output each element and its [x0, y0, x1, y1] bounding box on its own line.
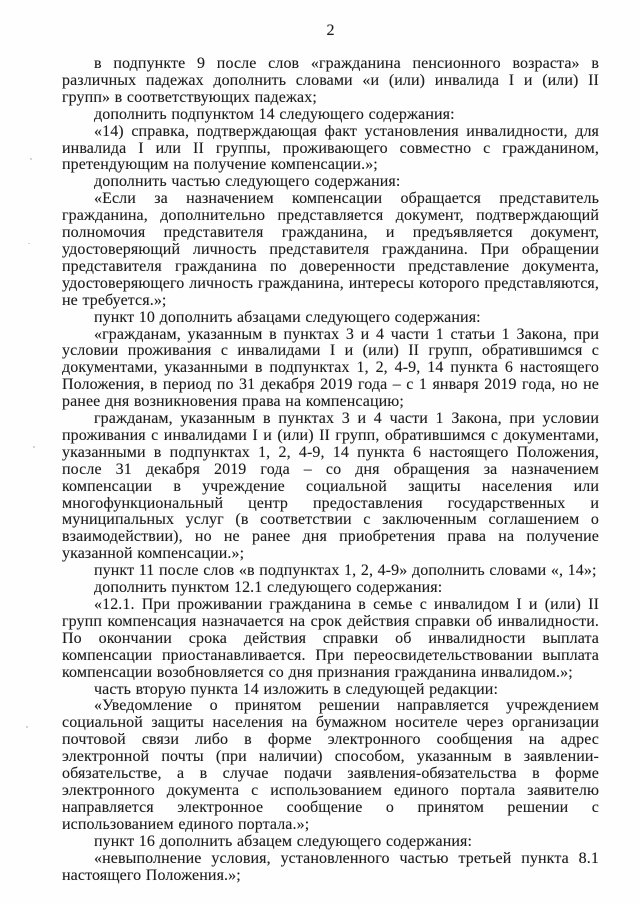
paragraph-08: гражданам, указанным в пунктах 3 и 4 части 1 Закона, при условии проживания с инвалидами I и (или) II групп, обратившимся с документами, указанными в подпунктах 1, 2, 4-9, 14 пункта 6 настоящего Положения, после 31 декабря 2019 года – со дня обращения за назначением компенсации в учреждение социальной защиты населения или многофункциональный центр предоставления государственных и муниципальных услуг (в соответствии с заключенным соглашением о взаимодействии), но не ранее дня приобретения права на получение указанной компенсации.»; [62, 410, 599, 563]
paragraph-06: пункт 10 дополнить абзацами следующего содержания: [94, 308, 481, 326]
paragraph-05: «Если за назначением компенсации обращается представитель гражданина, дополнительно представляется документ, подтверждающий полномочия представителя гражданина, и предъявляется документ, удостоверяющий личность представителя гражданина. При обращении представителя гражданина по доверенности представление документа, удостоверяющего личность гражданина, интересы которого представляются, не требуется.»; [62, 190, 599, 309]
paragraph-04: дополнить частью следующего содержания: [94, 173, 401, 191]
document-text-block [62, 56, 599, 884]
paragraph-13: «Уведомление о принятом решении направляется учреждением социальной защиты населения на бумажном носителе через организации почтовой связи либо в форме электронного сообщения на адрес электронной почты (при наличии) способом, указанным в заявлении-обязательстве, а в случае подачи заявления-обязательства в форме электронного документа с использованием единого портала заявителю направляется электронное сообщение о принятом решении с использованием единого портала.»; [62, 697, 599, 833]
paragraph-07: «гражданам, указанным в пунктах 3 и 4 части 1 статьи 1 Закона, при условии проживания с инвалидами I и (или) II групп, обратившимся с документами, указанными в подпунктах 1, 2, 4-9, 14 пункта 6 настоящего Положения, в период по 31 декабря 2019 года – с 1 января 2019 года, но не ранее дня возникновения права на компенсацию; [62, 325, 599, 411]
paragraph-12: часть вторую пункта 14 изложить в следующей редакции: [94, 680, 499, 698]
paragraph-14: пункт 16 дополнить абзацем следующего содержания: [94, 832, 473, 850]
paragraph-11: «12.1. При проживании гражданина в семье с инвалидом I и (или) II групп компенсация назначается на срок действия справки об инвалидности. По окончании срока действия справки об инвалидности выплата компенсации приостанавливается. При переосвидетельствовании выплата компенсации возобновляется со дня признания гражданина инвалидом.»; [62, 596, 599, 681]
scan-speck [33, 446, 35, 448]
paragraph-15: «невыполнение условия, установленного частью третьей пункта 8.1 настоящего Положения.»; [62, 849, 599, 884]
paragraph-03: «14) справка, подтверждающая факт установления инвалидности, для инвалида I или II группы, проживающего совместно с гражданином, претендующим на получение компенсации.»; [62, 122, 599, 174]
paragraph-01: в подпункте 9 после слов «гражданина пенсионного возраста» в различных падежах дополнить словами «и (или) инвалида I и (или) II групп» в соответствующих падежах; [62, 55, 599, 106]
scan-speck [30, 158, 32, 160]
scan-speck [26, 726, 28, 728]
page-number: 2 [326, 22, 335, 39]
paragraph-10: дополнить пунктом 12.1 следующего содержания: [94, 579, 443, 597]
paragraph-02: дополнить подпунктом 14 следующего содержания: [94, 105, 455, 123]
paragraph-09: пункт 11 после слов «в подпунктах 1, 2, 4-9» дополнить словами «, 14»; [94, 562, 597, 580]
scan-speck [28, 243, 30, 244]
